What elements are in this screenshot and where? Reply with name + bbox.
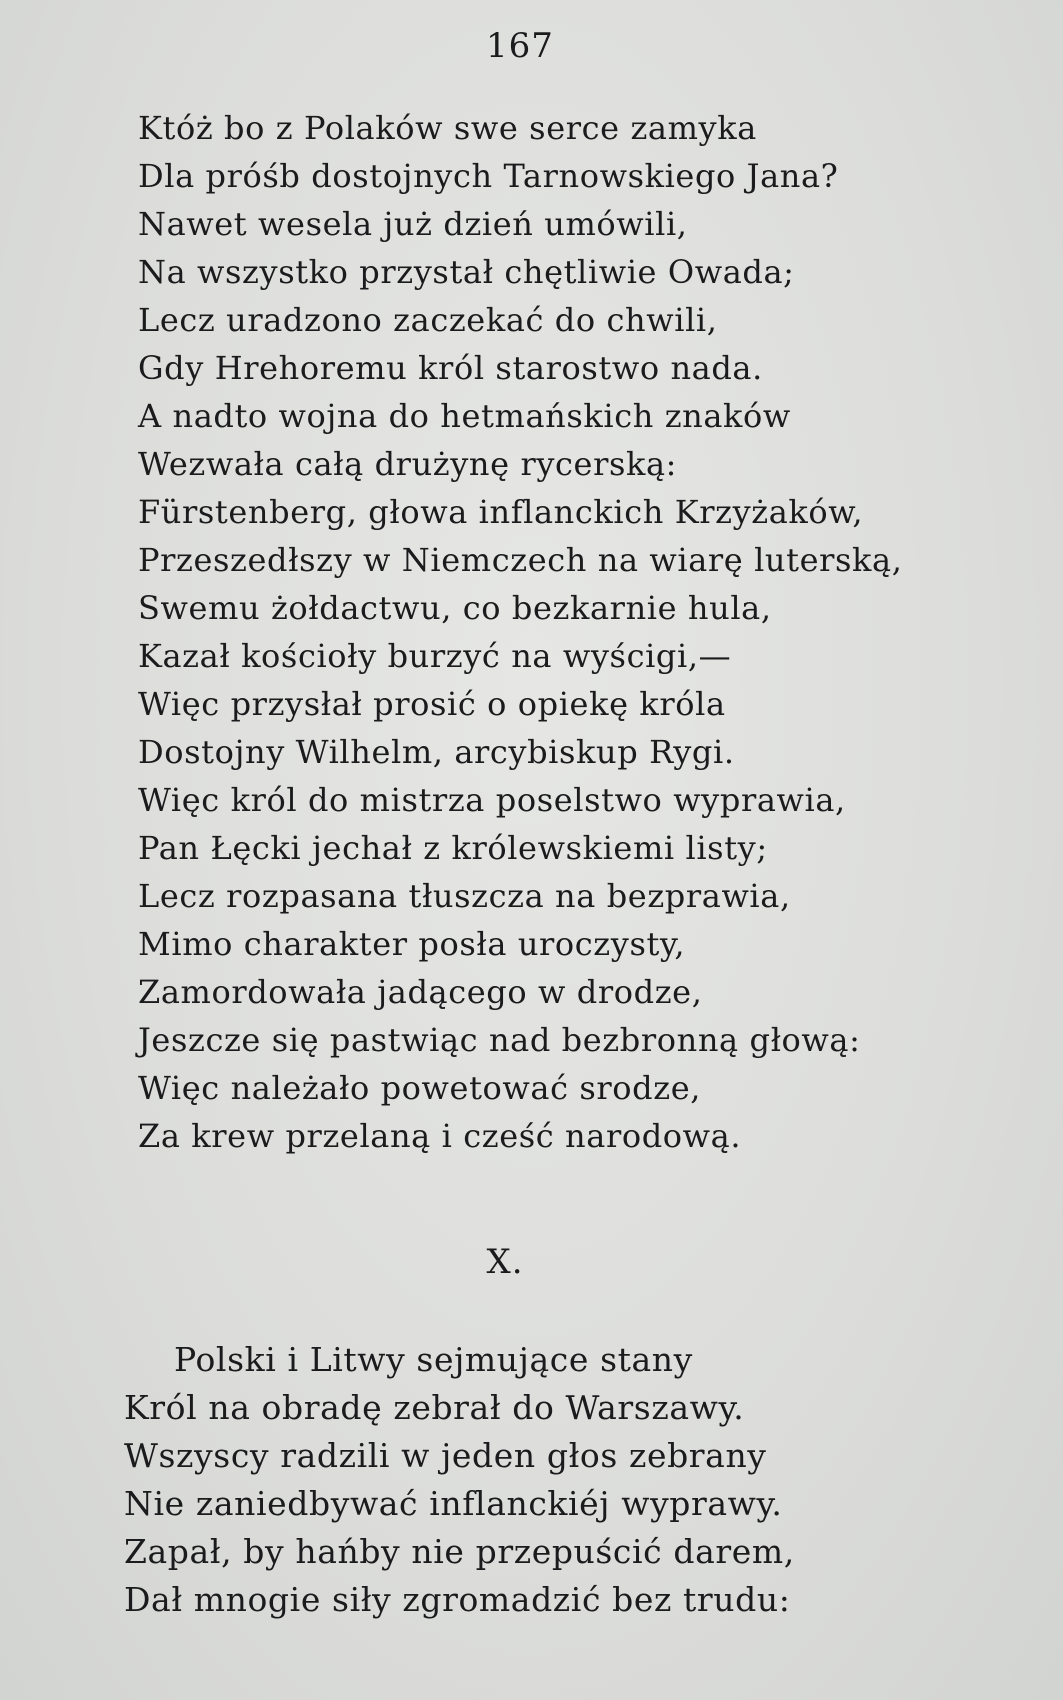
poem-line: Przeszedłszy w Niemczech na wiarę luterską,: [138, 541, 903, 579]
poem-line: Wezwała całą drużynę rycerską:: [138, 445, 678, 483]
poem-stanza-1: [138, 104, 903, 1160]
poem-line: Lecz rozpasana tłuszcza na bezprawia,: [138, 877, 791, 915]
poem-line: Lecz uradzono zaczekać do chwili,: [138, 301, 718, 339]
poem-line: Nie zaniedbywać inflanckiéj wyprawy.: [124, 1484, 783, 1523]
poem-line: Gdy Hrehoremu król starostwo nada.: [138, 349, 763, 387]
poem-line: Dostojny Wilhelm, arcybiskup Rygi.: [138, 733, 735, 771]
poem-line: Wszyscy radzili w jeden głos zebrany: [124, 1436, 767, 1475]
poem-line: Zamordowała jadącego w drodze,: [138, 973, 703, 1011]
poem-line: Polski i Litwy sejmujące stany: [174, 1340, 693, 1379]
poem-line: Dla próśb dostojnych Tarnowskiego Jana?: [138, 157, 839, 195]
poem-line: Więc należało powetować srodze,: [138, 1069, 702, 1107]
poem-line: Jeszcze się pastwiąc nad bezbronną głową:: [138, 1021, 861, 1059]
poem-line: Nawet wesela już dzień umówili,: [138, 205, 688, 243]
poem-line: A nadto wojna do hetmańskich znaków: [138, 397, 791, 435]
poem-line: Na wszystko przystał chętliwie Owada;: [138, 253, 795, 291]
page-number: 167: [486, 26, 554, 66]
poem-line: Za krew przelaną i cześć narodową.: [138, 1117, 742, 1155]
poem-line: Zapał, by hańby nie przepuścić darem,: [124, 1532, 795, 1571]
poem-line: Fürstenberg, głowa inflanckich Krzyżaków,: [138, 493, 864, 531]
poem-line: Któż bo z Polaków swe serce zamyka: [138, 109, 757, 147]
poem-line: Kazał kościoły burzyć na wyścigi,—: [138, 637, 732, 675]
poem-line: Mimo charakter posła uroczysty,: [138, 925, 686, 963]
poem-line: Pan Łęcki jechał z królewskiemi listy;: [138, 829, 768, 867]
poem-line: Król na obradę zebrał do Warszawy.: [124, 1388, 745, 1427]
section-heading: X.: [486, 1242, 524, 1282]
poem-stanza-2: [124, 1336, 795, 1624]
poem-line: Swemu żołdactwu, co bezkarnie hula,: [138, 589, 772, 627]
poem-line: Dał mnogie siły zgromadzić bez trudu:: [124, 1580, 791, 1619]
poem-line: Więc król do mistrza poselstwo wyprawia,: [138, 781, 846, 819]
poem-line: Więc przysłał prosić o opiekę króla: [138, 685, 726, 723]
